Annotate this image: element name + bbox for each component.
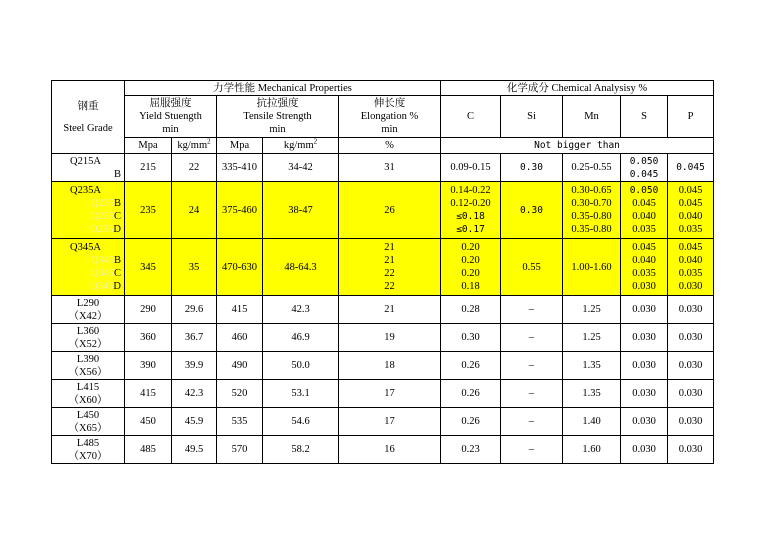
yield-kg-cell: 36.7 — [172, 324, 217, 352]
tensile-mpa-cell: 520 — [217, 380, 263, 408]
p-cell: 0.030 — [668, 436, 714, 464]
grade-cell: L390 （X56） — [52, 352, 125, 380]
s-cell: 0.030 — [621, 408, 668, 436]
grade-cell: L360 （X52） — [52, 324, 125, 352]
c-cell: 0.28 — [441, 296, 501, 324]
mechanical-properties-header: 力学性能 Mechanical Properties — [125, 81, 441, 96]
p-cell: 0.030 — [668, 352, 714, 380]
tensile-strength-header — [217, 96, 339, 138]
p-cell: 0.045 — [668, 154, 714, 182]
tensile-mpa-cell: 375-460 — [217, 182, 263, 239]
tensile-min: min — [269, 124, 286, 135]
grade-cell: Q235A Q235B Q235C Q235D — [52, 182, 125, 239]
si-header: Si — [501, 96, 563, 138]
table-row-l390 — [52, 352, 714, 380]
yield-mpa-cell: 345 — [125, 239, 172, 296]
si-cell: – — [501, 324, 563, 352]
s-cell: 0.030 — [621, 436, 668, 464]
mn-cell: 0.25-0.55 — [563, 154, 621, 182]
s-cell: 0.050 0.045 0.040 0.035 — [621, 182, 668, 239]
elongation-cell: 17 — [339, 408, 441, 436]
si-cell: 0.30 — [501, 182, 563, 239]
c-cell: 0.23 — [441, 436, 501, 464]
table-row-l415 — [52, 380, 714, 408]
c-cell: 0.30 — [441, 324, 501, 352]
yield-kg-cell: 24 — [172, 182, 217, 239]
tensile-mpa-cell: 470-630 — [217, 239, 263, 296]
si-cell: – — [501, 380, 563, 408]
yield-kg-cell: 39.9 — [172, 352, 217, 380]
yield-kg-cell: 45.9 — [172, 408, 217, 436]
mn-cell: 1.60 — [563, 436, 621, 464]
table-row-l290 — [52, 296, 714, 324]
yield-mpa-cell: 450 — [125, 408, 172, 436]
yield-mpa-unit: Mpa — [125, 138, 172, 154]
mn-cell: 1.25 — [563, 296, 621, 324]
table-row-l450 — [52, 408, 714, 436]
mn-cell: 1.35 — [563, 352, 621, 380]
tensile-en: Tensile Strength — [243, 111, 312, 122]
grade-cell: L415 （X60） — [52, 380, 125, 408]
p-header: P — [668, 96, 714, 138]
tensile-kg-cell: 34-42 — [263, 154, 339, 182]
s-cell: 0.030 — [621, 296, 668, 324]
tensile-cn: 抗拉强度 — [256, 98, 299, 109]
grade-cell: Q345A Q345B Q345C Q345D — [52, 239, 125, 296]
yield-mpa-cell: 215 — [125, 154, 172, 182]
mn-cell: 0.30-0.65 0.30-0.70 0.35-0.80 0.35-0.80 — [563, 182, 621, 239]
p-cell: 0.045 0.040 0.035 0.030 — [668, 239, 714, 296]
tensile-mpa-cell: 570 — [217, 436, 263, 464]
mn-header: Mn — [563, 96, 621, 138]
c-header: C — [441, 96, 501, 138]
c-cell: 0.20 0.20 0.20 0.18 — [441, 239, 501, 296]
tensile-mpa-unit: Mpa — [217, 138, 263, 154]
elong-min: min — [381, 124, 398, 135]
tensile-kg-cell: 42.3 — [263, 296, 339, 324]
p-cell: 0.030 — [668, 408, 714, 436]
elongation-cell: 26 — [339, 182, 441, 239]
elongation-cell: 31 — [339, 154, 441, 182]
yield-kg-cell: 22 — [172, 154, 217, 182]
tensile-kg-cell: 46.9 — [263, 324, 339, 352]
steel-grade-table — [51, 80, 714, 464]
elongation-cell: 21 21 22 22 — [339, 239, 441, 296]
elongation-cell: 18 — [339, 352, 441, 380]
mn-cell: 1.35 — [563, 380, 621, 408]
table-row-l360 — [52, 324, 714, 352]
elongation-header — [339, 96, 441, 138]
c-cell: 0.14-0.22 0.12-0.20 ≤0.18 ≤0.17 — [441, 182, 501, 239]
tensile-kg-cell: 38-47 — [263, 182, 339, 239]
si-cell: – — [501, 296, 563, 324]
s-cell: 0.030 — [621, 324, 668, 352]
elong-en: Elongation % — [360, 111, 419, 122]
header-row-groups — [52, 81, 714, 96]
grade-cell: L485 （X70） — [52, 436, 125, 464]
c-cell: 0.09-0.15 — [441, 154, 501, 182]
steel-grade-en: Steel Grade — [63, 122, 113, 134]
tensile-kg-cell: 53.1 — [263, 380, 339, 408]
table-row-l485 — [52, 436, 714, 464]
table-row-q215 — [52, 154, 714, 182]
p-cell: 0.030 — [668, 324, 714, 352]
tensile-kg-cell: 50.0 — [263, 352, 339, 380]
si-cell: – — [501, 436, 563, 464]
grade-cell: L290 （X42） — [52, 296, 125, 324]
yield-min: min — [162, 124, 179, 135]
p-cell: 0.030 — [668, 380, 714, 408]
tensile-kg-cell: 58.2 — [263, 436, 339, 464]
p-cell: 0.045 0.045 0.040 0.035 — [668, 182, 714, 239]
not-bigger-than-note: Not bigger than — [441, 138, 714, 154]
tensile-kg-unit: $kg/mm^2$ — [263, 138, 339, 154]
si-cell: 0.55 — [501, 239, 563, 296]
yield-kg-cell: 29.6 — [172, 296, 217, 324]
elongation-cell: 21 — [339, 296, 441, 324]
tensile-kg-cell: 48-64.3 — [263, 239, 339, 296]
yield-mpa-cell: 360 — [125, 324, 172, 352]
s-cell: 0.050 0.045 — [621, 154, 668, 182]
table-row-q345 — [52, 239, 714, 296]
header-row-properties — [52, 96, 714, 138]
tensile-mpa-cell: 415 — [217, 296, 263, 324]
p-cell: 0.030 — [668, 296, 714, 324]
si-cell: – — [501, 408, 563, 436]
mn-cell: 1.40 — [563, 408, 621, 436]
s-cell: 0.030 — [621, 352, 668, 380]
grade-cell: Q215A B — [52, 154, 125, 182]
yield-mpa-cell: 290 — [125, 296, 172, 324]
elong-cn: 伸长度 — [373, 98, 406, 109]
tensile-mpa-cell: 335-410 — [217, 154, 263, 182]
yield-kg-cell: 35 — [172, 239, 217, 296]
s-cell: 0.030 — [621, 380, 668, 408]
tensile-mpa-cell: 490 — [217, 352, 263, 380]
tensile-kg-cell: 54.6 — [263, 408, 339, 436]
yield-strength-header — [125, 96, 217, 138]
c-cell: 0.26 — [441, 352, 501, 380]
chemical-analysis-header: 化学成分 Chemical Analysisy % — [441, 81, 714, 96]
header-row-units — [52, 138, 714, 154]
grade-cell: L450 （X65） — [52, 408, 125, 436]
c-cell: 0.26 — [441, 380, 501, 408]
tensile-mpa-cell: 460 — [217, 324, 263, 352]
yield-cn: 屈服强度 — [149, 98, 192, 109]
table-row-q235 — [52, 182, 714, 239]
yield-mpa-cell: 390 — [125, 352, 172, 380]
elongation-cell: 17 — [339, 380, 441, 408]
yield-mpa-cell: 415 — [125, 380, 172, 408]
mn-cell: 1.25 — [563, 324, 621, 352]
yield-mpa-cell: 235 — [125, 182, 172, 239]
yield-kg-cell: 42.3 — [172, 380, 217, 408]
s-header: S — [621, 96, 668, 138]
yield-mpa-cell: 485 — [125, 436, 172, 464]
yield-kg-cell: 49.5 — [172, 436, 217, 464]
steel-grade-header — [52, 81, 125, 154]
mn-cell: 1.00-1.60 — [563, 239, 621, 296]
tensile-mpa-cell: 535 — [217, 408, 263, 436]
yield-kg-unit: $kg/mm^2$ — [172, 138, 217, 154]
s-cell: 0.045 0.040 0.035 0.030 — [621, 239, 668, 296]
si-cell: 0.30 — [501, 154, 563, 182]
elongation-unit: % — [339, 138, 441, 154]
elongation-cell: 19 — [339, 324, 441, 352]
elongation-cell: 16 — [339, 436, 441, 464]
yield-en: Yield Stuength — [139, 111, 202, 122]
si-cell: – — [501, 352, 563, 380]
steel-grade-cn: 钢重 — [77, 100, 99, 112]
c-cell: 0.26 — [441, 408, 501, 436]
